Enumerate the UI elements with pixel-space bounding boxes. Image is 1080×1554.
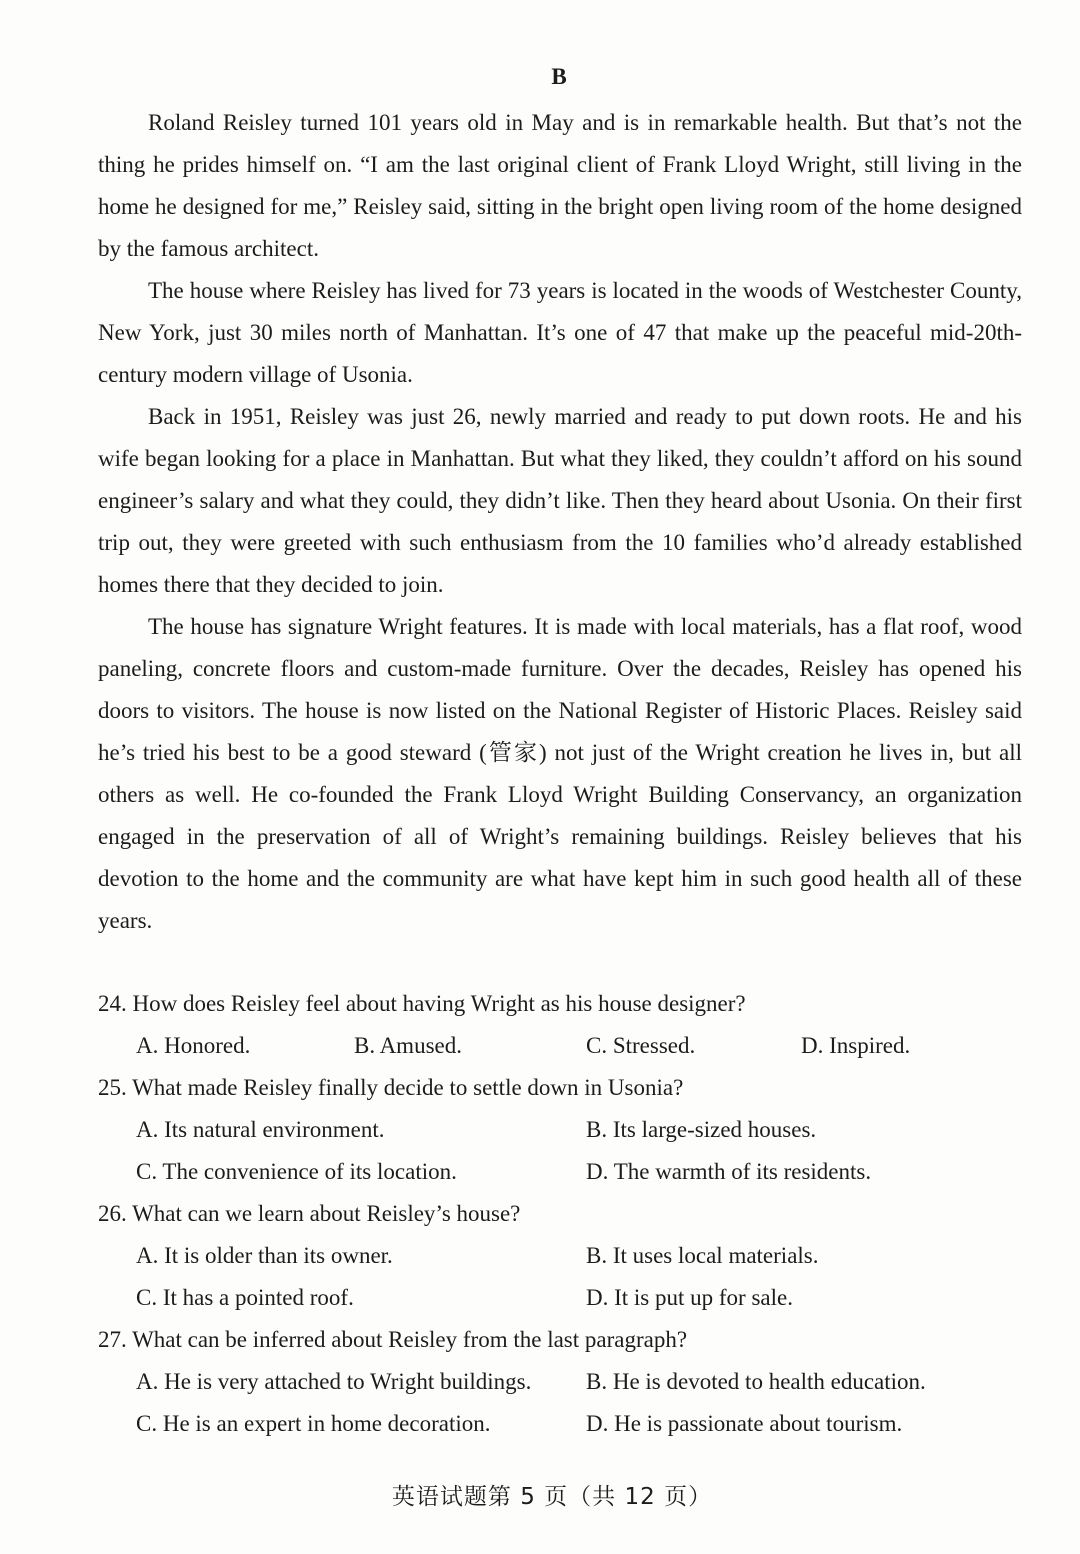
page-footer: 英语试题第 5 页（共 12 页） [391, 1484, 713, 1510]
answer-options [98, 1235, 1022, 1319]
question-24 [98, 983, 1022, 1067]
passage-paragraph: The house has signature Wright features. It is made with local materials, has a flat roof, wood paneling, concrete floors and custom-made furniture. Over the decades, Reisley has opened his doors to visitors. The house is now listed on the National Register of Historic Places. Reisley said he’s tried his best to be a good steward (管家) not just of the Wright creation he lives in, but all others as well. He co-founded the Frank Lloyd Wright Building Conservancy, an organization engaged in the preservation of all of Wright’s remaining buildings. Reisley believes that his devotion to the home and the community are what have kept him in such good health all of these years. [98, 614, 1022, 933]
answer-options [98, 1025, 1022, 1067]
option-a: A. Honored. [136, 1033, 251, 1058]
option-c: C. The convenience of its location. [136, 1159, 457, 1184]
option-b: B. Its large-sized houses. [586, 1117, 817, 1142]
question-stem: 26. What can we learn about Reisley’s house? [98, 1201, 521, 1226]
option-a: A. He is very attached to Wright buildings. [136, 1369, 532, 1394]
option-a: A. Its natural environment. [136, 1117, 385, 1142]
option-b: B. Amused. [354, 1033, 462, 1058]
option-c: C. It has a pointed roof. [136, 1285, 354, 1310]
reading-passage [98, 102, 1022, 942]
passage-paragraph: Roland Reisley turned 101 years old in May and is in remarkable health. But that’s not the thing he prides himself on. “I am the last original client of Frank Lloyd Wright, still living in the home he designed for me,” Reisley said, sitting in the bright open living room of the home designed by the famous architect. [98, 110, 1022, 261]
option-d: D. The warmth of its residents. [586, 1159, 872, 1184]
option-c: C. Stressed. [586, 1033, 696, 1058]
section-heading: B [551, 64, 567, 89]
question-27 [98, 1319, 1022, 1445]
question-26 [98, 1193, 1022, 1319]
option-c: C. He is an expert in home decoration. [136, 1411, 491, 1436]
question-stem: 27. What can be inferred about Reisley from the last paragraph? [98, 1327, 688, 1352]
answer-options [98, 1109, 1022, 1193]
option-d: D. Inspired. [801, 1033, 911, 1058]
passage-paragraph: Back in 1951, Reisley was just 26, newly married and ready to put down roots. He and his wife began looking for a place in Manhattan. But what they liked, they couldn’t afford on his sound engineer’s salary and what they could, they didn’t like. Then they heard about Usonia. On their first trip out, they were greeted with such enthusiasm from the 10 families who’d already established homes there that they decided to join. [98, 404, 1022, 597]
passage-paragraph: The house where Reisley has lived for 73 years is located in the woods of Westchester County, New York, just 30 miles north of Manhattan. It’s one of 47 that make up the peaceful mid-20th-century modern village of Usonia. [98, 278, 1022, 387]
option-b: B. He is devoted to health education. [586, 1369, 926, 1394]
question-stem: 25. What made Reisley finally decide to settle down in Usonia? [98, 1075, 684, 1100]
option-d: D. He is passionate about tourism. [586, 1411, 903, 1436]
question-list [98, 983, 1022, 1445]
question-25 [98, 1067, 1022, 1193]
answer-options [98, 1361, 1022, 1445]
option-a: A. It is older than its owner. [136, 1243, 393, 1268]
option-b: B. It uses local materials. [586, 1243, 819, 1268]
option-d: D. It is put up for sale. [586, 1285, 793, 1310]
question-stem: 24. How does Reisley feel about having Wright as his house designer? [98, 991, 746, 1016]
